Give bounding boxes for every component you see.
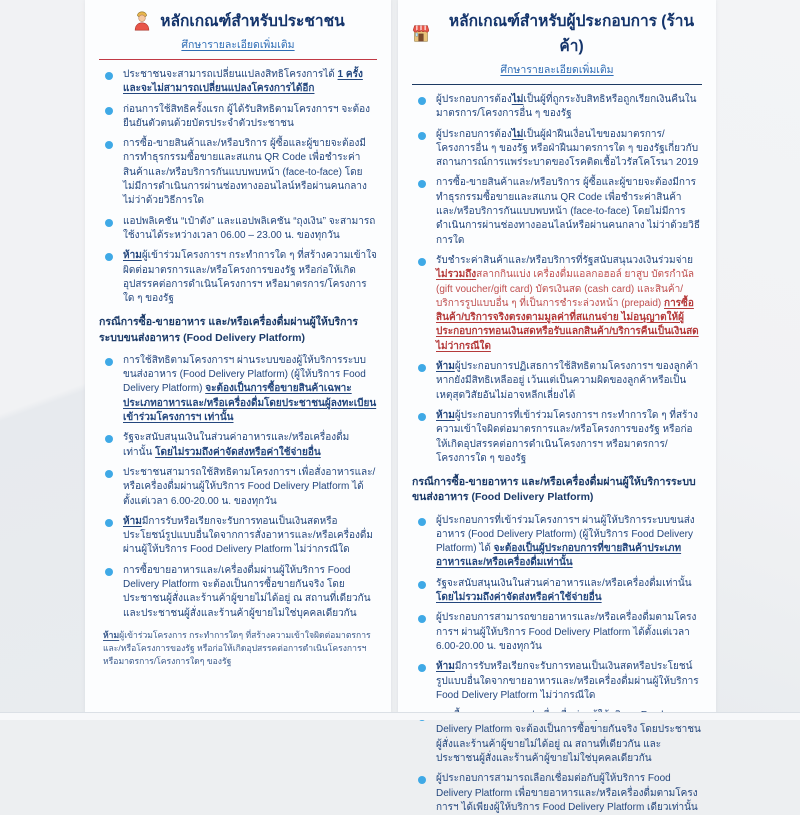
rule-text-segment: จะต้องเป็นผู้ประกอบการที่ขายสินค้าประเภทอาหารและ/หรือเครื่องดื่มเท่านั้น xyxy=(436,543,682,569)
rule-item xyxy=(412,660,702,703)
rule-text-segment: ห้าม xyxy=(436,661,455,673)
rule-text-segment: การซื้อ-ขายสินค้าและ/หรือบริการ ผู้ซื้อและผู้ขายจะต้องมีการทำธุรกรรมซื้อขายและสแกน QR Code เพื่อชำระค่าสินค้าและ/หรือบริการกันแบบพบหน้า (face-to-face) โดยไม่มีการดำเนินการผ่านช่องทางออนไลน์หรือผ่านคนกลาง ไม่ว่าด้วยวิธีการใด xyxy=(436,177,700,246)
next-section-edge xyxy=(0,712,800,720)
bullet-icon xyxy=(418,581,426,589)
background-graphic-right xyxy=(712,0,800,720)
merchants-rule-list xyxy=(410,93,704,815)
rule-text-segment: โดยไม่รวมถึงค่าจัดส่งหรือค่าใช้จ่ายอื่น xyxy=(155,446,321,458)
rule-text xyxy=(436,254,702,354)
rule-text-segment: ไม่ xyxy=(511,94,524,105)
rule-item xyxy=(412,360,702,403)
rule-text xyxy=(436,577,702,606)
rule-item xyxy=(99,515,377,558)
rules-footnote xyxy=(103,629,377,668)
rule-text-segment: ไม่ xyxy=(511,128,524,140)
citizens-rule-list xyxy=(97,68,379,668)
bullet-icon xyxy=(418,615,426,623)
citizens-divider xyxy=(99,59,377,60)
rule-text xyxy=(436,772,702,815)
rule-text-segment: ประชาชนจะสามารถเปลี่ยนแปลงสิทธิโครงการได้ xyxy=(123,69,338,80)
citizens-rules-card xyxy=(85,0,391,713)
merchants-more-details-link[interactable]: ศึกษารายละเอียดเพิ่มเติม xyxy=(500,64,614,76)
rule-text-segment: ผู้เข้าร่วมโครงการ กระทำการใดๆ ที่สร้างความเข้าใจผิดต่อมาตรการและ/หรือโครงการของรัฐ หรือก่อให้เกิดอุปสรรคต่อการดำเนินโครงการฯ หรือมาตรการ/โครงการใดๆ ของรัฐ xyxy=(103,629,371,666)
citizens-card-header xyxy=(97,8,379,53)
bullet-icon xyxy=(105,358,113,366)
food-delivery-section-heading: กรณีการซื้อ-ขายอาหาร และ/หรือเครื่องดื่มผ่านผู้ให้บริการระบบขนส่งอาหาร (Food Delivery Platform) xyxy=(412,476,696,504)
rule-text xyxy=(436,409,702,466)
rule-text-segment: แอปพลิเคชัน “เป๋าตัง” และแอปพลิเคชัน “ถุงเงิน” จะสามารถใช้งานได้ระหว่างเวลา 06.00 – 23.00 น. ของทุกวัน xyxy=(123,215,376,241)
merchants-rules-card xyxy=(398,0,716,813)
rule-text-segment: จะต้องเป็นการซื้อขายสินค้าเฉพาะประเภทอาหารและ/หรือเครื่องดื่มโดยประชาชนผู้ลงทะเบียนเข้าร่วมโครงการฯ เท่านั้น xyxy=(123,383,377,424)
rule-text xyxy=(123,466,377,509)
rule-text-segment: โดยไม่รวมถึงค่าจัดส่งหรือค่าใช้จ่ายอื่น xyxy=(436,592,602,604)
bullet-icon xyxy=(418,776,426,784)
rule-text-segment: ผู้เข้าร่วมโครงการฯ กระทำการใด ๆ ที่สร้างความเข้าใจผิดต่อมาตรการและ/หรือโครงการของรัฐ หรือก่อให้เกิดอุปสรรคต่อการดำเนินโครงการฯ หรือมาตรการ/โครงการใด ๆ ของรัฐ xyxy=(123,250,377,305)
bullet-icon xyxy=(418,180,426,188)
rule-text xyxy=(436,176,702,247)
bullet-icon xyxy=(418,518,426,526)
rule-text-segment: การใช้สิทธิตามโครงการฯ ผ่านระบบของผู้ให้บริการระบบขนส่งอาหาร (Food Delivery Platform) (ผู้ให้บริการ Food Delivery Platform) xyxy=(123,354,366,395)
background-graphic-left xyxy=(0,0,90,720)
rule-text-segment: เป็นผู้ที่ถูกระงับสิทธิหรือถูกเรียกเงินคืนในมาตรการ/โครงการอื่น ๆ ของรัฐ xyxy=(436,94,697,120)
rule-text-segment: ห้าม xyxy=(436,361,455,373)
rule-item xyxy=(99,137,377,208)
bullet-icon xyxy=(418,97,426,105)
bullet-icon xyxy=(105,519,113,527)
bullet-icon xyxy=(105,72,113,80)
rule-text-segment: ห้าม xyxy=(123,250,142,262)
rule-text-segment: มีการรับหรือเรียกจะรับการทอนเป็นเงินสดหรือประโยชน์รูปแบบอื่นใดจากการสั่งอาหารและ/หรือเครื่องดื่มผ่านผู้ให้บริการ Food Delivery Platform ไม่ว่ากรณีใด xyxy=(123,515,373,556)
bullet-icon xyxy=(418,258,426,266)
rule-text-segment: ผู้ประกอบการต้อง xyxy=(436,128,512,140)
rule-item xyxy=(412,409,702,466)
rule-text xyxy=(436,514,702,571)
rule-item xyxy=(99,431,377,460)
rule-text xyxy=(436,660,702,703)
rule-text-segment: Delivery Platform จะต้องเป็นการซื้อขายกันจริง โดยประชาชนผู้สั่งและร้านค้าผู้ขายไม่ได้อยู่ ณ สถานที่เดียวกัน และประชาชนผู้สั่งและร้านค้าผู้ขายไม่ใช่บุคคลเดียวกัน xyxy=(436,724,701,765)
rule-text xyxy=(436,128,702,171)
bullet-icon xyxy=(418,132,426,140)
citizens-title: หลักเกณฑ์สำหรับประชาชน xyxy=(160,13,345,30)
rule-item xyxy=(99,354,377,425)
rule-item xyxy=(412,128,702,171)
rule-text-segment: รัฐจะสนับสนุนเงินในส่วนค่าอาหารและ/หรือเครื่องดื่มเท่านั้น xyxy=(436,577,692,589)
rule-text-segment: รับชำระค่าสินค้าและ/หรือบริการที่รัฐสนับสนุนวงเงินร่วมจ่าย xyxy=(436,254,693,266)
rule-text xyxy=(123,137,377,208)
store-icon xyxy=(410,22,432,44)
bullet-icon xyxy=(105,253,113,261)
rule-text-segment: ผู้ประกอบการสามารถขายอาหารและ/หรือเครื่องดื่มตามโครงการฯ ผ่านผู้ให้บริการ Food Delivery Platform ได้ตั้งแต่เวลา 6.00-20.00 น. ของทุกวัน xyxy=(436,612,697,652)
bullet-icon xyxy=(418,364,426,372)
bullet-icon xyxy=(418,664,426,672)
citizens-more-details-link[interactable]: ศึกษารายละเอียดเพิ่มเติม xyxy=(181,39,295,51)
rule-item xyxy=(412,611,702,654)
rule-text-segment: การซื้อขายอาหารและ/เครื่องดื่มผ่านผู้ให้บริการ Food Delivery Platform จะต้องเป็นการซื้อขายกันจริง โดยประชาชนผู้สั่งและร้านค้าผู้ขายไม่ได้อยู่ ณ สถานที่เดียวกัน และประชาชนผู้สั่งและร้านค้าผู้ขายไม่ใช่บุคคลเดียวกัน xyxy=(123,564,371,619)
rule-text xyxy=(123,431,377,460)
bullet-icon xyxy=(105,470,113,478)
rule-text-segment: ไม่รวมถึง xyxy=(436,269,477,281)
rule-item xyxy=(412,772,702,815)
person-icon xyxy=(131,10,153,32)
bullet-icon xyxy=(105,435,113,443)
rule-text-segment: 1 ครั้ง และจะไม่สามารถเปลี่ยนแปลงโครงการได้อีก xyxy=(123,69,363,95)
rule-item xyxy=(412,577,702,606)
rule-text-segment: เป็นผู้ฝ่าฝืนเงื่อนไขของมาตรการ/โครงการอื่น ๆ ของรัฐ หรือฝ่าฝืนมาตรการใด ๆ ของรัฐเกี่ยวกับสถานการณ์การแพร่ระบาดของโรคติดเชื้อไวรัสโคโรนา 2019 xyxy=(436,128,699,169)
rule-item xyxy=(412,176,702,247)
rule-text xyxy=(123,515,377,558)
rule-text xyxy=(123,215,377,244)
rule-text xyxy=(123,103,377,132)
rule-text xyxy=(436,611,702,654)
rule-text-segment: การซื้อสินค้า/บริการจริงตรงตามมูลค่าที่สแกนจ่าย ไม่อนุญาตให้ผู้ประกอบการทอนเงินสดหรือรับแลกสินค้า/บริการคืนเป็นเงินสดไม่ว่ากรณีใด xyxy=(436,297,699,352)
rule-text-segment: รัฐจะสนับสนุนเงินในส่วนค่าอาหารและ/หรือเครื่องดื่มเท่านั้น xyxy=(123,432,350,458)
food-delivery-section-heading: กรณีการซื้อ-ขายอาหาร และ/หรือเครื่องดื่มผ่านผู้ให้บริการระบบขนส่งอาหาร (Food Delivery Platform) xyxy=(99,316,359,344)
rule-item xyxy=(99,68,377,97)
rule-item xyxy=(412,254,702,354)
rule-text-segment: ผู้ประกอบการสามารถเลือกเชื่อมต่อกับผู้ให้บริการ Food Delivery Platform เพื่อขายอาหารและ/หรือเครื่องดื่มตามโครงการฯ ได้เพียงผู้ให้บริการ Food Delivery Platform เดียวเท่านั้น xyxy=(436,773,698,813)
rule-text-segment: ห้าม xyxy=(123,515,142,527)
bullet-icon xyxy=(105,568,113,576)
merchants-title: หลักเกณฑ์สำหรับผู้ประกอบการ (ร้านค้า) xyxy=(448,13,695,55)
rule-text xyxy=(123,564,377,621)
rule-text-segment: ประชาชนสามารถใช้สิทธิตามโครงการฯ เพื่อสั่งอาหารและ/หรือเครื่องดื่มผ่านผู้ให้บริการ Food Delivery Platform ได้ตั้งแต่เวลา 6.00-20.00 น. ของทุกวัน xyxy=(123,466,376,507)
rule-text-segment: สลากกินแบ่ง เครื่องดื่มแอลกอฮอล์ ยาสูบ บัตรกำนัล (gift voucher/gift card) บัตรเงินสด (cash card) และสินค้า/บริการรูปแบบอื่น ๆ ที่เป็นการชำระล่วงหน้า (prepaid) xyxy=(436,269,695,309)
rule-item xyxy=(99,466,377,509)
rule-text xyxy=(123,249,377,306)
rule-text-segment: ก่อนการใช้สิทธิครั้งแรก ผู้ได้รับสิทธิตามโครงการฯ จะต้องยืนยันตัวตนด้วยบัตรประจำตัวประชาชน xyxy=(123,103,370,129)
bullet-icon xyxy=(105,107,113,115)
rule-item xyxy=(412,93,702,122)
rule-text-segment: ห้าม xyxy=(436,409,455,421)
rule-text-segment: มีการรับหรือเรียกจะรับการทอนเป็นเงินสดหรือประโยชน์รูปแบบอื่นใดจากขายอาหารและ/หรือเครื่องดื่มผ่านผู้ให้บริการ Food Delivery Platform ไม่ว่ากรณีใด xyxy=(436,661,699,701)
rule-item xyxy=(99,564,377,621)
bullet-icon xyxy=(105,141,113,149)
rule-item xyxy=(99,103,377,132)
rule-item xyxy=(412,514,702,571)
bullet-icon xyxy=(418,413,426,421)
rule-item xyxy=(99,249,377,306)
rule-text-segment: ผู้ประกอบการปฏิเสธการใช้สิทธิตามโครงการฯ ของลูกค้าหากยังมีสิทธิเหลืออยู่ เว้นแต่เป็นความผิดของลูกค้าหรือเป็นเหตุสุดวิสัยอันไม่อาจหลีกเลี่ยงได้ xyxy=(436,361,699,401)
rule-text-segment: ห้าม xyxy=(103,629,120,640)
merchants-divider xyxy=(412,84,702,85)
rule-text-segment: ผู้ประกอบการที่เข้าร่วมโครงการฯ ผ่านผู้ให้บริการระบบขนส่งอาหาร (Food Delivery Platform) (ผู้ให้บริการ Food Delivery Platform) ได้ xyxy=(436,514,695,555)
bullet-icon xyxy=(105,219,113,227)
rule-item xyxy=(99,215,377,244)
rule-text xyxy=(436,360,702,403)
merchants-card-header xyxy=(410,8,704,78)
rule-text xyxy=(436,93,702,122)
rule-text-segment: ผู้ประกอบการที่เข้าร่วมโครงการฯ กระทำการใด ๆ ที่สร้างความเข้าใจผิดต่อมาตรการและ/หรือโครงการของรัฐ หรือก่อให้เกิดอุปสรรคต่อการดำเนินโครงการฯ หรือมาตรการ/โครงการใด ๆ ของรัฐ xyxy=(436,409,698,464)
rule-text xyxy=(123,354,377,425)
rule-text xyxy=(123,68,377,97)
rule-text-segment: ผู้ประกอบการต้อง xyxy=(436,94,512,105)
rule-text-segment: การซื้อ-ขายสินค้าและ/หรือบริการ ผู้ซื้อและผู้ขายจะต้องมีการทำธุรกรรมซื้อขายและสแกน QR Code เพื่อชำระค่าสินค้าและ/หรือบริการกันแบบพบหน้า (face-to-face) โดยไม่มีการดำเนินการผ่านช่องทางออนไลน์หรือผ่านคนกลาง ไม่ว่าด้วยวิธีการใด xyxy=(123,138,367,207)
